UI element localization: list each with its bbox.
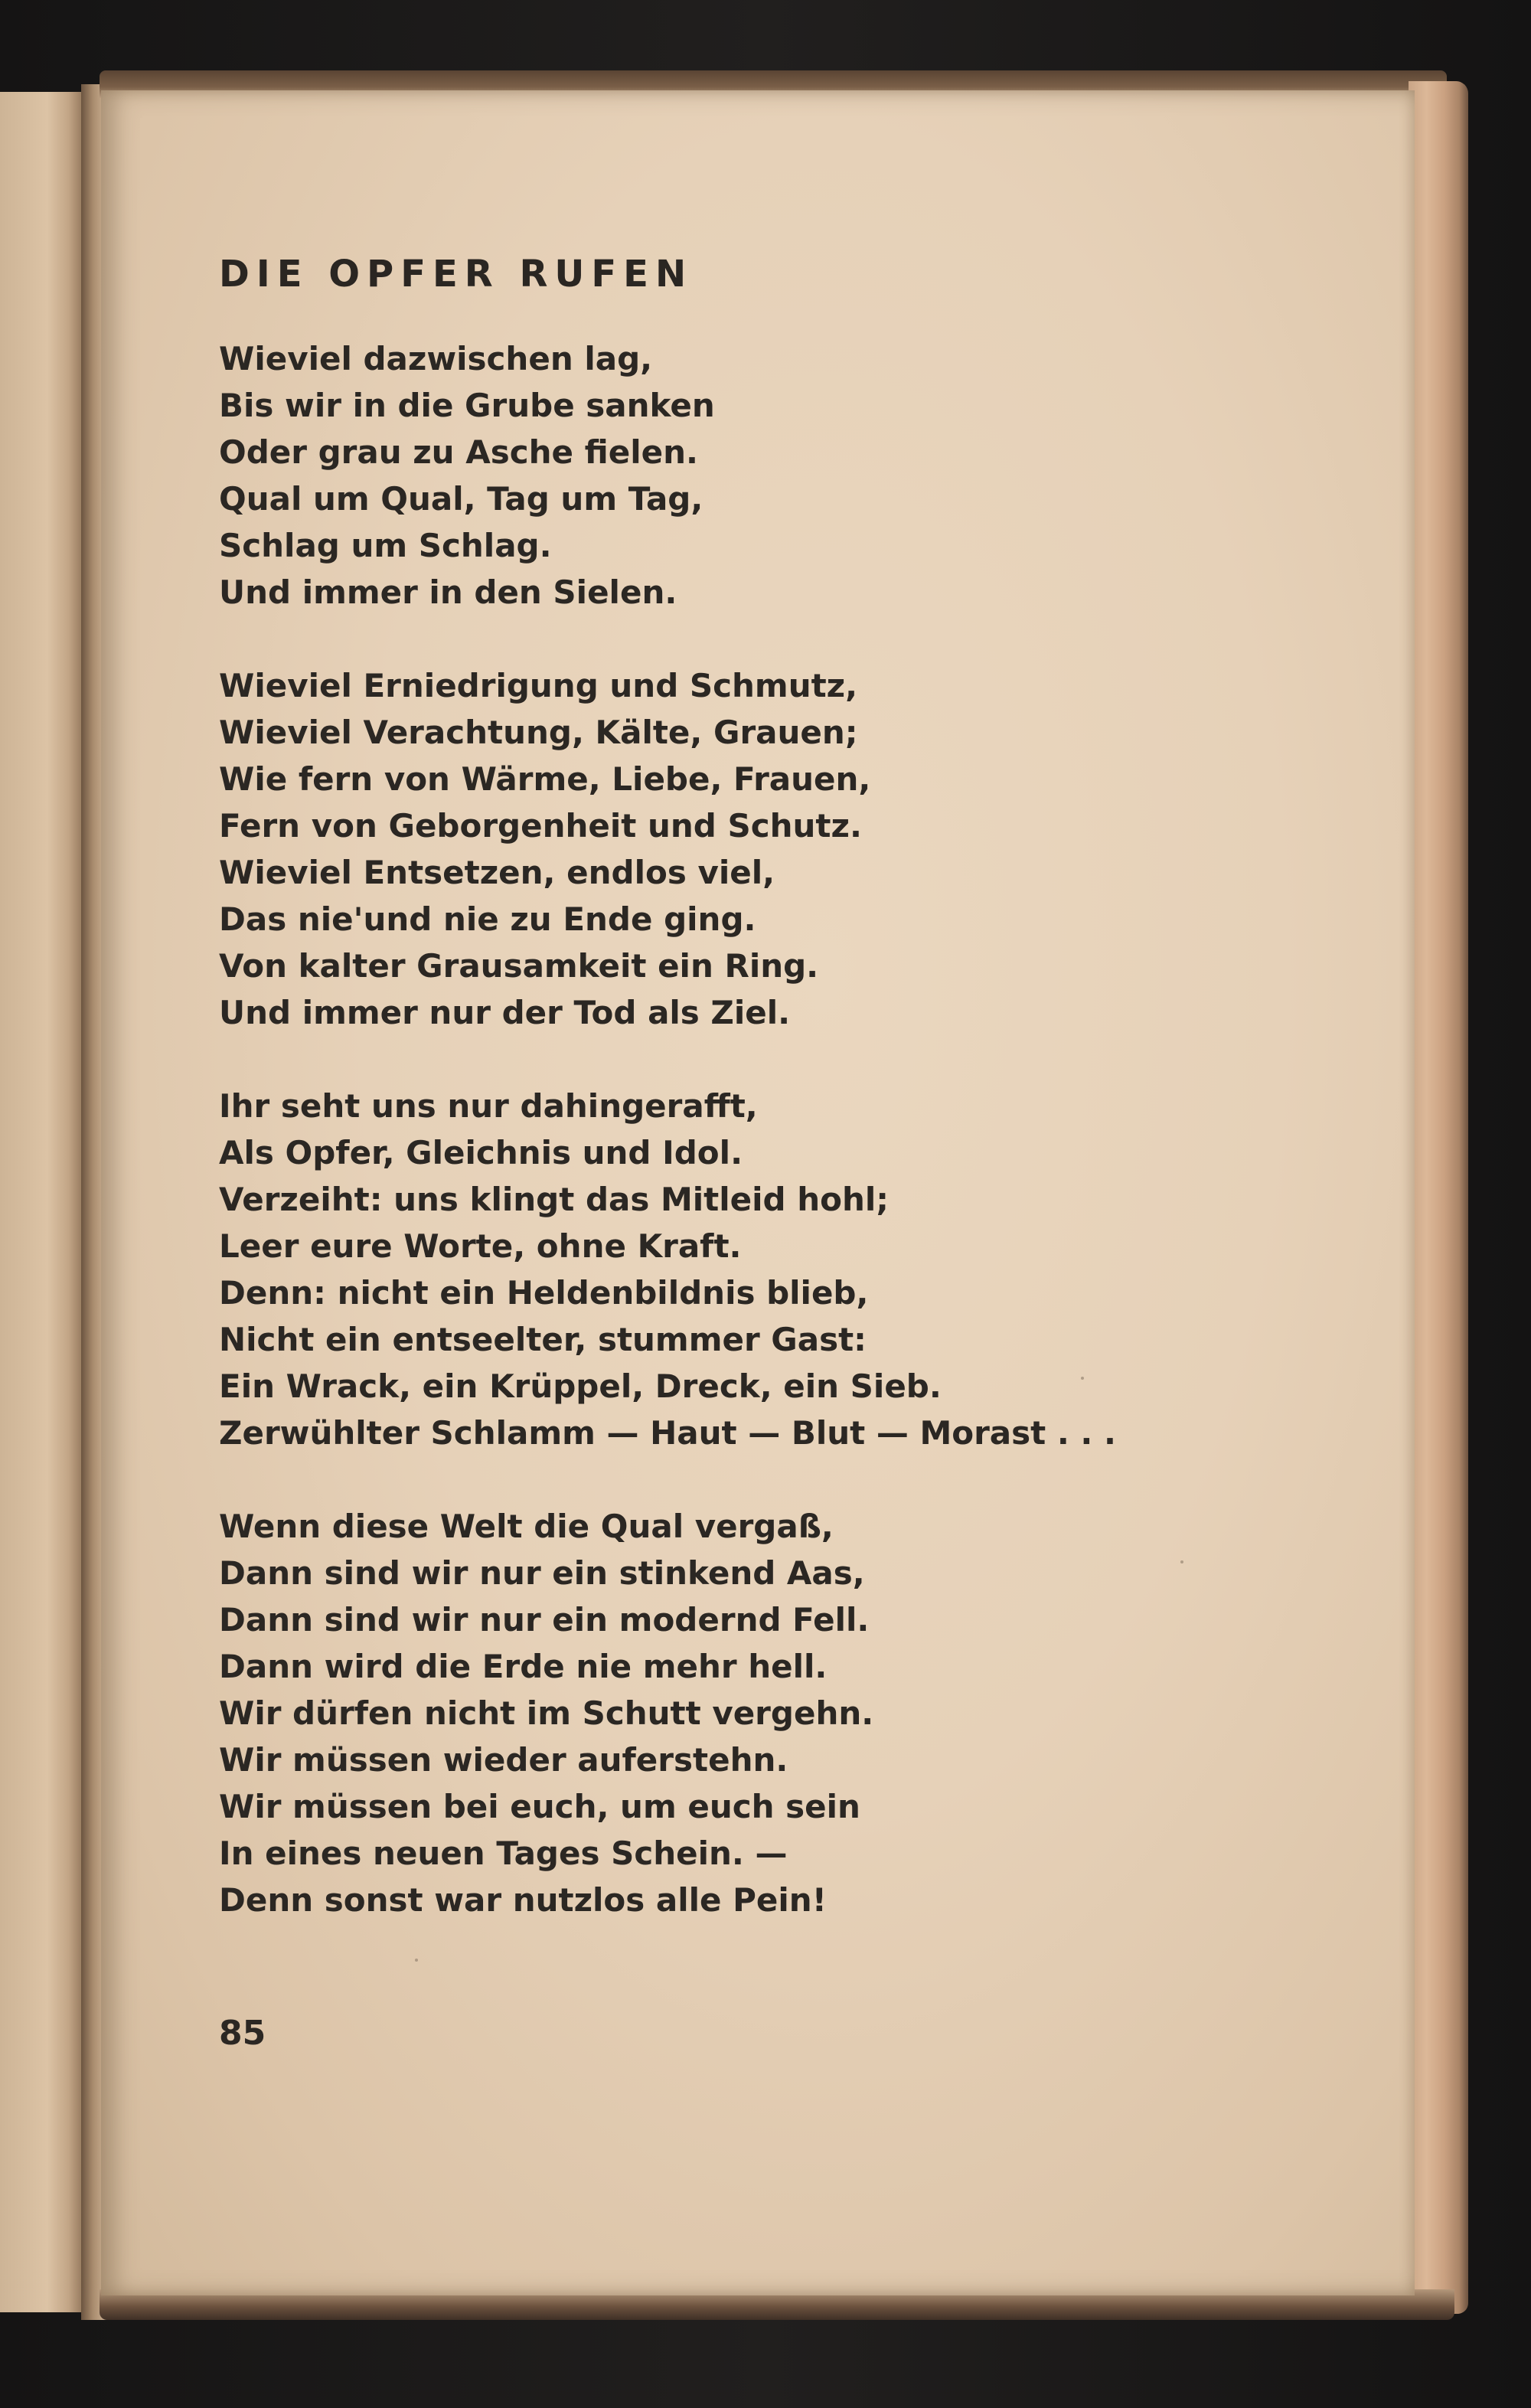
page-number: 85 bbox=[219, 2014, 266, 2053]
poem-line: Qual um Qual, Tag um Tag, bbox=[219, 480, 703, 518]
poem-line: Und immer nur der Tod als Ziel. bbox=[219, 994, 791, 1031]
poem-line: Von kalter Grausamkeit ein Ring. bbox=[219, 947, 819, 985]
stanza-4 bbox=[219, 1503, 1413, 1923]
poem-line: Als Opfer, Gleichnis und Idol. bbox=[219, 1134, 743, 1171]
poem-title: DIE OPFER RUFEN bbox=[219, 253, 694, 296]
poem-line: Wieviel Verachtung, Kälte, Grauen; bbox=[219, 714, 858, 751]
poem-line: Wir dürfen nicht im Schutt vergehn. bbox=[219, 1694, 874, 1732]
stanza-1 bbox=[219, 335, 1413, 616]
poem-line: Und immer in den Sielen. bbox=[219, 573, 677, 611]
poem-line: Das nie'und nie zu Ende ging. bbox=[219, 900, 756, 938]
facing-page-edge bbox=[0, 92, 87, 2312]
poem-line: Denn sonst war nutzlos alle Pein! bbox=[219, 1881, 827, 1919]
poem-line: Dann sind wir nur ein stinkend Aas, bbox=[219, 1554, 865, 1592]
poem-line: Wieviel Entsetzen, endlos viel, bbox=[219, 854, 775, 891]
poem-body bbox=[219, 335, 1413, 1970]
poem-line: Nicht ein entseelter, stummer Gast: bbox=[219, 1321, 867, 1358]
poem-line: In eines neuen Tages Schein. — bbox=[219, 1835, 788, 1872]
poem-line: Wieviel Erniedrigung und Schmutz, bbox=[219, 667, 858, 704]
poem-line: Wieviel dazwischen lag, bbox=[219, 340, 653, 377]
poem-line: Oder grau zu Asche fielen. bbox=[219, 433, 698, 471]
poem-line: Fern von Geborgenheit und Schutz. bbox=[219, 807, 862, 845]
poem-line: Ein Wrack, ein Krüppel, Dreck, ein Sieb. bbox=[219, 1367, 942, 1405]
poem-line: Bis wir in die Grube sanken bbox=[219, 387, 715, 424]
page-edge-stack bbox=[1409, 81, 1468, 2314]
poem-line: Wir müssen bei euch, um euch sein bbox=[219, 1788, 860, 1825]
poem-line: Wenn diese Welt die Qual vergaß, bbox=[219, 1508, 834, 1545]
stanza-3 bbox=[219, 1083, 1413, 1456]
poem-line: Zerwühlter Schlamm — Haut — Blut — Morast . . . bbox=[219, 1414, 1116, 1452]
poem-line: Verzeiht: uns klingt das Mitleid hohl; bbox=[219, 1181, 890, 1218]
poem-line: Wie fern von Wärme, Liebe, Frauen, bbox=[219, 760, 871, 798]
poem-line: Dann sind wir nur ein modernd Fell. bbox=[219, 1601, 870, 1639]
poem-line: Leer eure Worte, ohne Kraft. bbox=[219, 1227, 742, 1265]
poem-line: Wir müssen wieder auferstehn. bbox=[219, 1741, 788, 1779]
poem-line: Schlag um Schlag. bbox=[219, 527, 552, 564]
poem-line: Denn: nicht ein Heldenbildnis blieb, bbox=[219, 1274, 869, 1312]
poem-line: Ihr seht uns nur dahingerafft, bbox=[219, 1087, 758, 1125]
stanza-2 bbox=[219, 662, 1413, 1036]
poem-line: Dann wird die Erde nie mehr hell. bbox=[219, 1648, 828, 1685]
